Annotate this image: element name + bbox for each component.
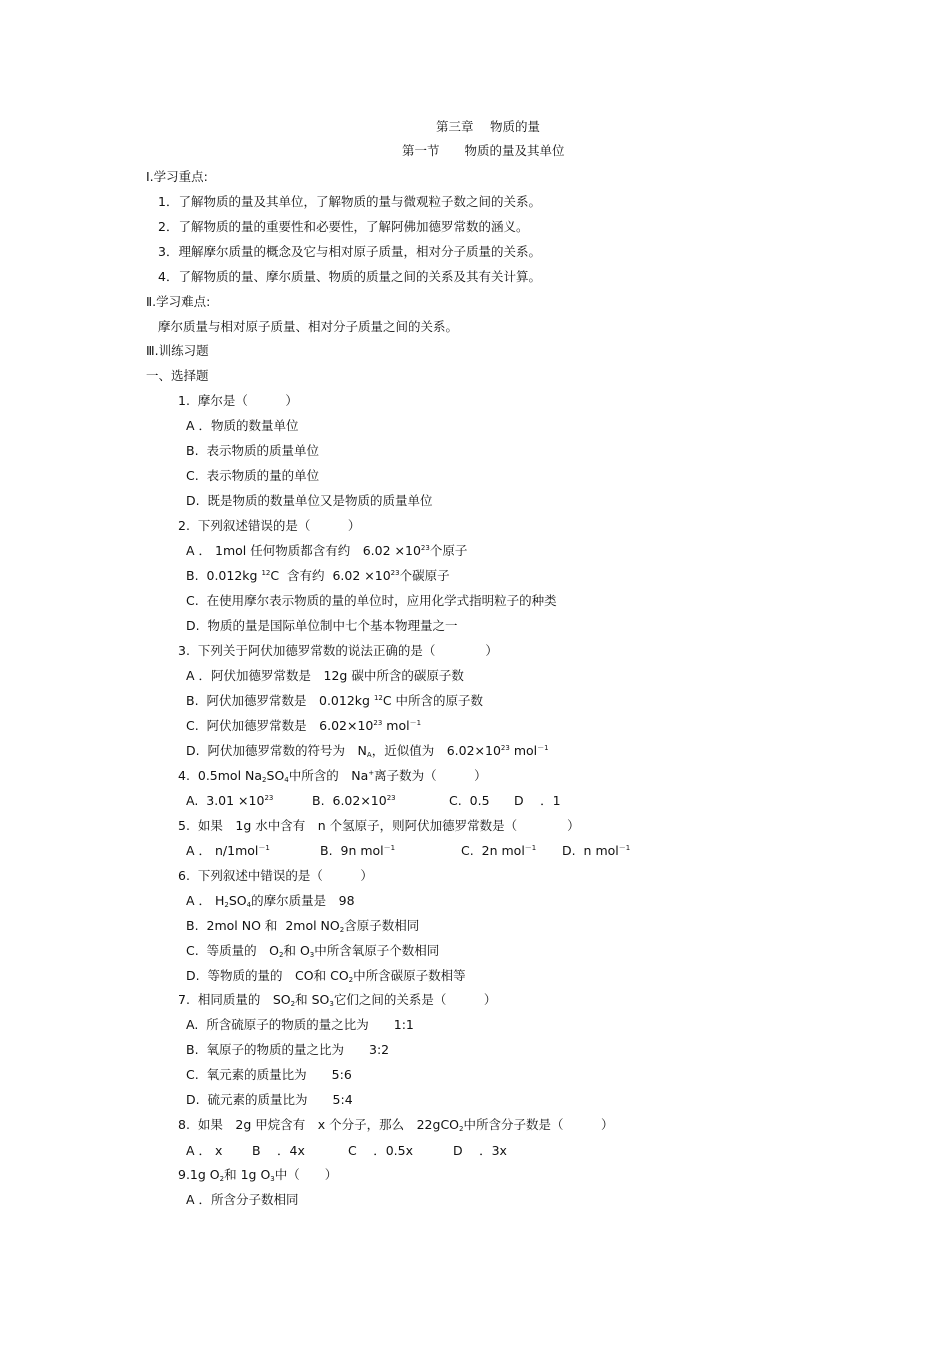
- focus-heading: Ⅰ.学习重点:: [146, 169, 208, 184]
- q9-option-a: A ．所含分子数相同: [186, 1192, 299, 1207]
- q1-option-d: D. 既是物质的数量单位又是物质的质量单位: [186, 493, 433, 508]
- focus-item-1: 1．了解物质的量及其单位，了解物质的量与微观粒子数之间的关系。: [158, 194, 541, 209]
- q2-stem: 2. 下列叙述错误的是（ ）: [178, 518, 361, 533]
- q3-stem: 3. 下列关于阿伏加德罗常数的说法正确的是（ ）: [178, 643, 498, 658]
- q3-option-b: B. 阿伏加德罗常数是 0.012kg $^{12}$C 中所含的原子数: [186, 693, 484, 708]
- q6-option-d: D. 等物质的量的 CO和 $CO_2$中所含碳原子数相等: [186, 968, 466, 984]
- focus-item-4: 4．了解物质的量、摩尔质量、物质的质量之间的关系及其有关计算。: [158, 269, 541, 284]
- q4-option-a: A. $3.01 \times 10^{23}$: [186, 793, 274, 808]
- difficulty-heading: Ⅱ.学习难点:: [146, 294, 211, 309]
- q8-option-d: D ．3x: [453, 1143, 507, 1158]
- q7-stem: 7. 相同质量的 $SO_2$和 $SO_3$它们之间的关系是（ ）: [178, 992, 497, 1008]
- q4-option-b: B. $6.02\times 10^{23}$: [312, 793, 396, 808]
- section-title: 第一节 物质的量及其单位: [402, 143, 565, 158]
- q8-stem: 8. 如果 2g 甲烷含有 x 个分子，那么 22gCO$_2$中所含分子数是（ ）: [178, 1117, 614, 1133]
- q5-option-d: D. n mol$^{-1}$: [562, 843, 631, 858]
- q6-stem: 6. 下列叙述中错误的是（ ）: [178, 868, 373, 883]
- q1-option-c: C. 表示物质的量的单位: [186, 468, 320, 483]
- q5-option-c: C. 2n mol$^{-1}$: [461, 843, 537, 858]
- difficulty-text: 摩尔质量与相对原子质量、相对分子质量之间的关系。: [158, 319, 459, 334]
- q5-option-a: A ． n/1mol$^{-1}$: [186, 843, 270, 858]
- q1-option-a: A ．物质的数量单位: [186, 418, 299, 433]
- q7-option-b: B. 氧原子的物质的量之比为 3:2: [186, 1042, 390, 1057]
- q5-stem: 5. 如果 1g 水中含有 n 个氢原子，则阿伏加德罗常数是（ ）: [178, 818, 580, 833]
- q2-option-a: A ． 1mol 任何物质都含有约 $6.02 \times 10^{23}$个原子: [186, 543, 468, 558]
- exercise-heading: Ⅲ.训练习题: [146, 343, 209, 358]
- q1-option-b: B. 表示物质的质量单位: [186, 443, 319, 458]
- focus-item-2: 2．了解物质的量的重要性和必要性，了解阿佛加德罗常数的涵义。: [158, 219, 529, 234]
- q3-option-c: C. 阿伏加德罗常数是 $6.02\times 10^{23}$ mol$^{-1}$: [186, 718, 422, 733]
- q6-option-c: C. 等质量的 $O_2$和 $O_3$中所含氧原子个数相同: [186, 943, 440, 959]
- q8-option-c: C ．0.5x: [348, 1143, 413, 1158]
- q7-option-d: D. 硫元素的质量比为 5:4: [186, 1092, 353, 1107]
- q4-option-c: C. 0.5: [449, 793, 490, 808]
- q1-stem: 1. 摩尔是（ ）: [178, 393, 298, 408]
- q2-option-d: D. 物质的量是国际单位制中七个基本物理量之一: [186, 618, 458, 633]
- chapter-title: 第三章 物质的量: [436, 119, 540, 134]
- q2-option-c: C. 在使用摩尔表示物质的量的单位时，应用化学式指明粒子的种类: [186, 593, 557, 608]
- q7-option-c: C. 氧元素的质量比为 5:6: [186, 1067, 352, 1082]
- q8-option-b: B ．4x: [252, 1143, 305, 1158]
- q9-stem: 9.1g $O_2$和 1g $O_3$中（ ）: [178, 1167, 338, 1183]
- focus-item-3: 3．理解摩尔质量的概念及它与相对原子质量，相对分子质量的关系。: [158, 244, 541, 259]
- exercise-subheading: 一、选择题: [146, 368, 209, 383]
- q4-stem: 4. 0.5mol $Na_2SO_4$中所含的 Na+离子数为（ ）: [178, 768, 487, 784]
- q2-option-b: B. 0.012kg $^{12}$C 含有约 $6.02 \times 10^{23}$个碳原子: [186, 568, 450, 583]
- q3-option-a: A ．阿伏加德罗常数是 12g 碳中所含的碳原子数: [186, 668, 464, 683]
- q3-option-d: D. 阿伏加德罗常数的符号为 $N_A$，近似值为 $6.02\times 10^{23}$ mol$^{-1}$: [186, 743, 549, 759]
- q4-option-d: D ．1: [514, 793, 561, 808]
- q7-option-a: A. 所含硫原子的物质的量之比为 1:1: [186, 1017, 414, 1032]
- q5-option-b: B. 9n mol$^{-1}$: [320, 843, 396, 858]
- q6-option-a: A ． $H_2SO_4$的摩尔质量是 98: [186, 893, 355, 909]
- q6-option-b: B. 2mol NO 和 2mol $NO_2$含原子数相同: [186, 918, 420, 934]
- q8-option-a: A ． x: [186, 1143, 223, 1158]
